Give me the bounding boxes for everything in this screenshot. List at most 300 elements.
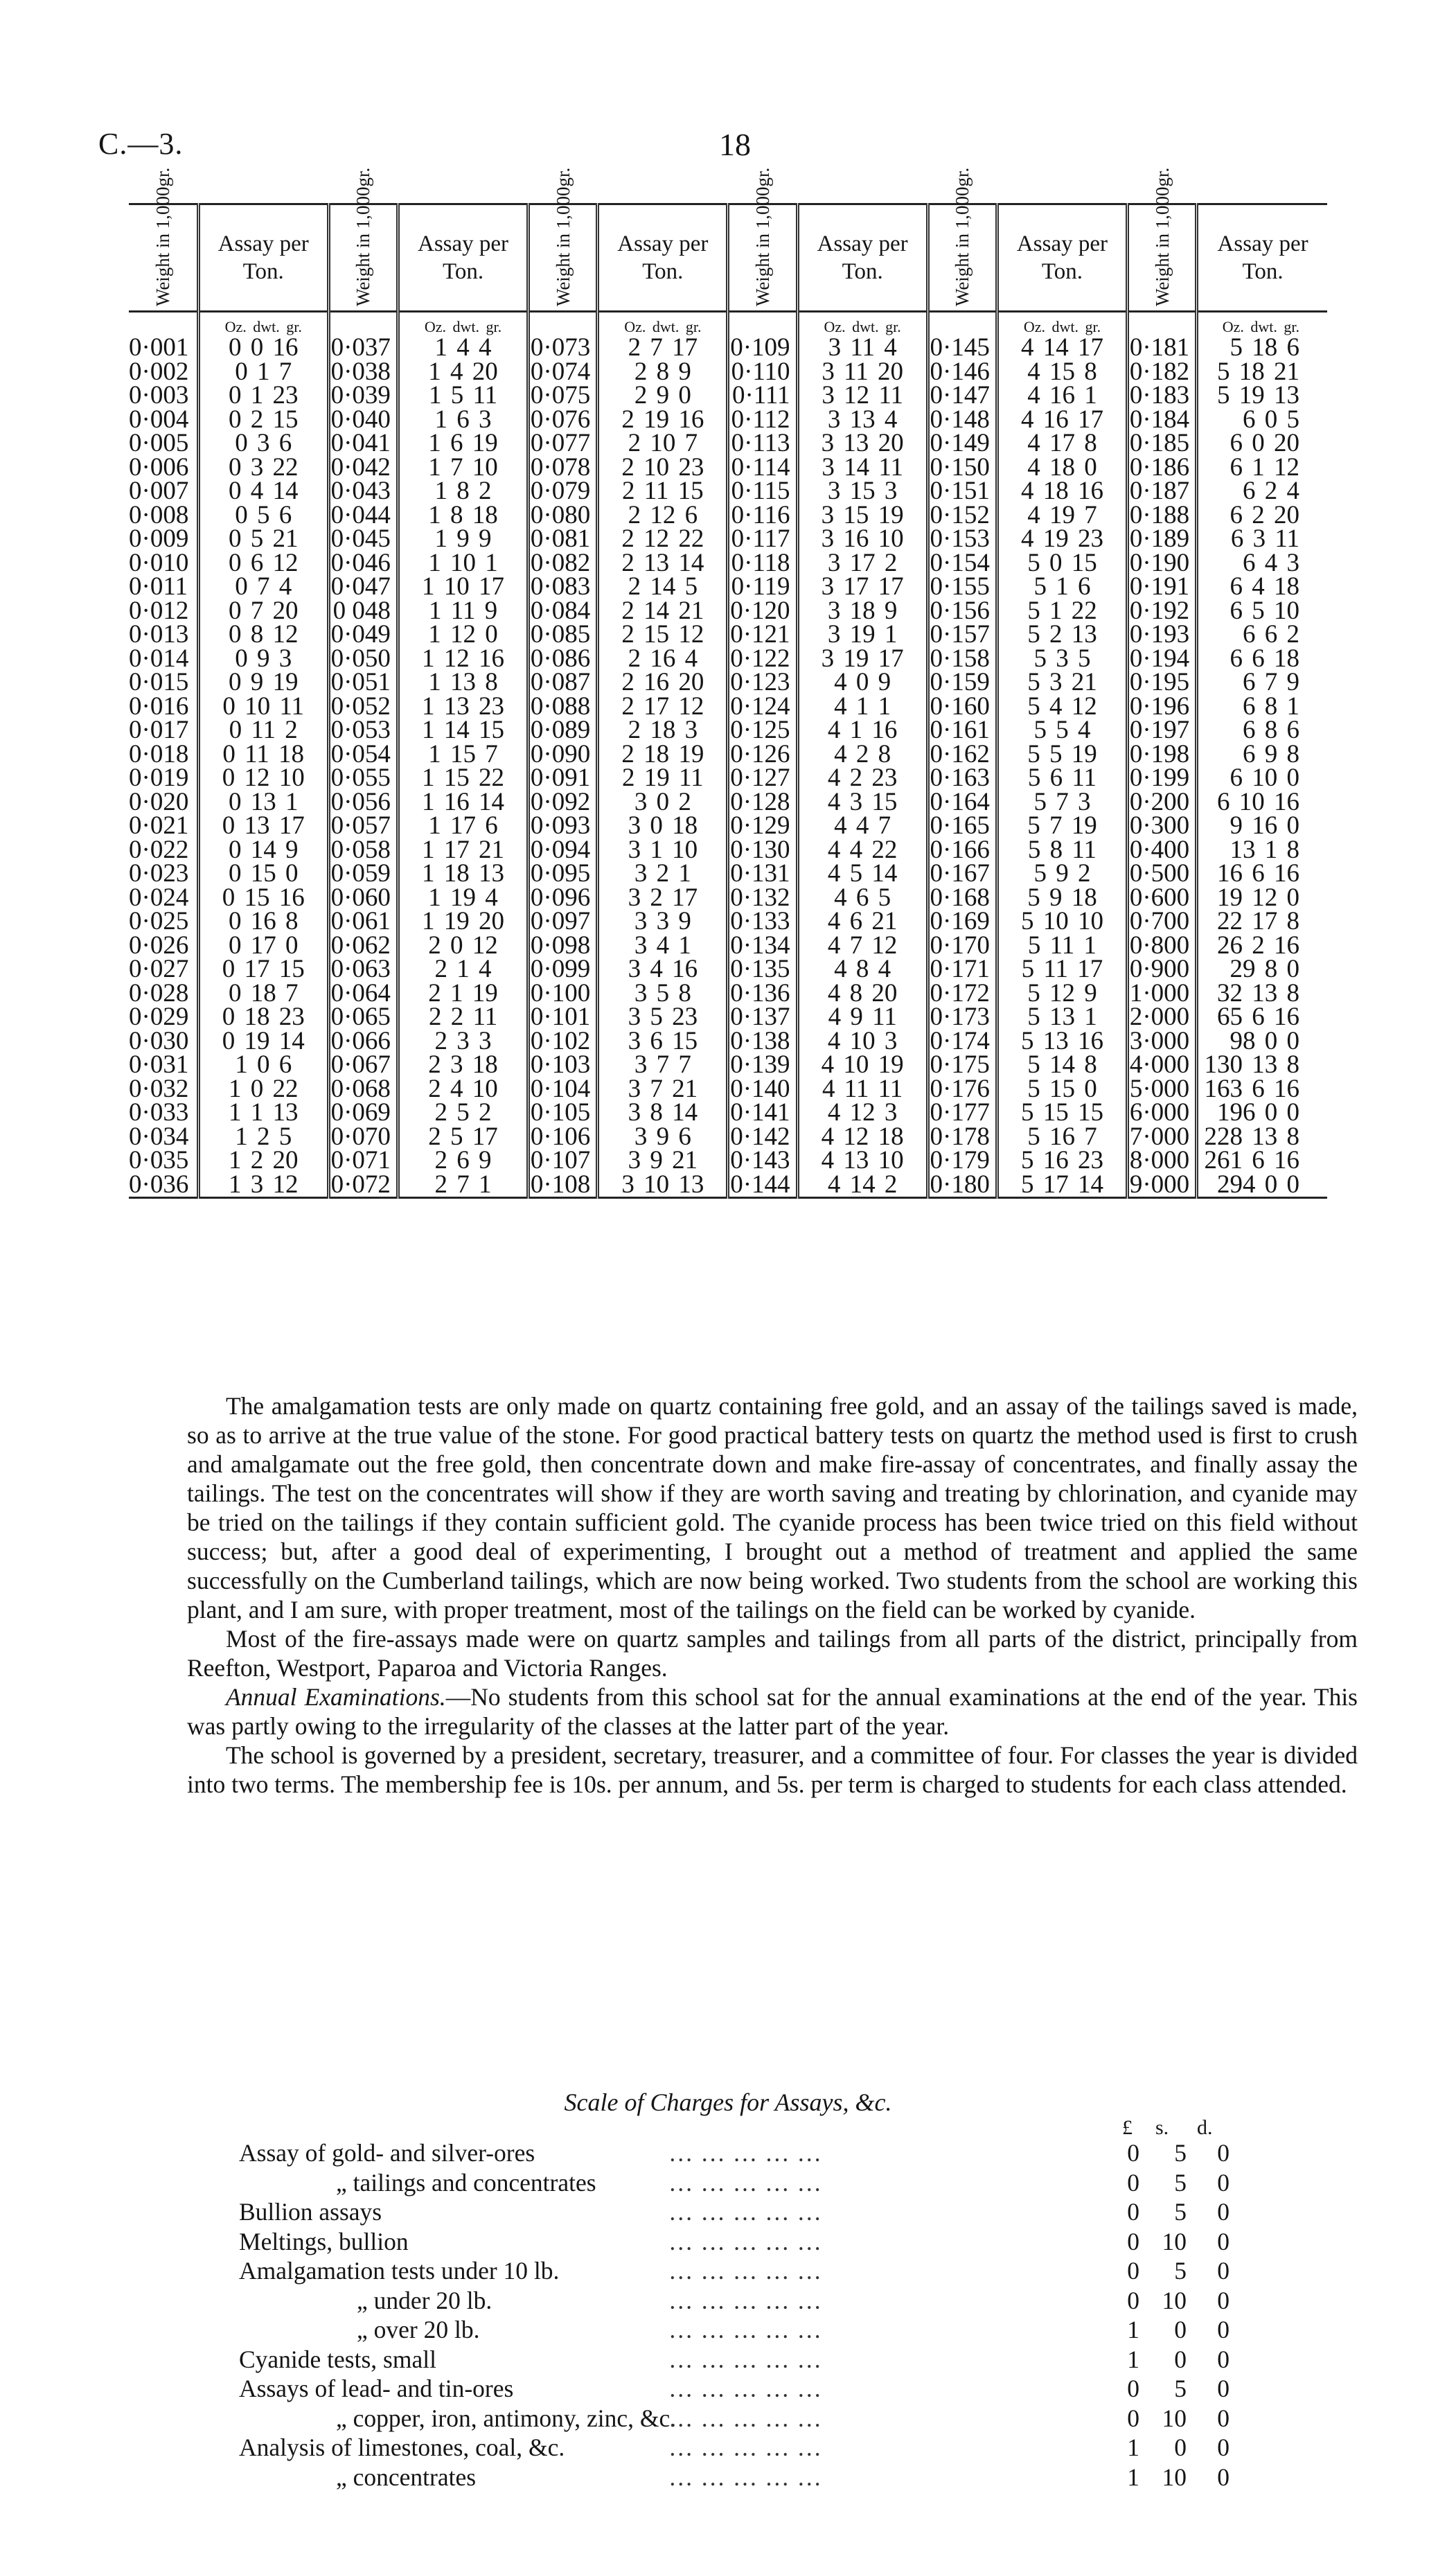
weight-cell: 0·175: [927, 1053, 997, 1077]
assay-cell: 5 3 5: [997, 647, 1127, 671]
assay-cell: 4 11 11: [797, 1077, 927, 1102]
table-row: [129, 527, 1327, 552]
assay-cell: 4 10 3: [797, 1030, 927, 1054]
assay-cell: 1 15 22: [398, 766, 528, 791]
assay-cell: 22 17 8: [1217, 907, 1299, 936]
assay-cell: 4 12 18: [797, 1125, 927, 1150]
weight-cell: 0·119: [728, 575, 797, 599]
shillings-value: 10: [1162, 2404, 1187, 2432]
weight-cell: 0·101: [529, 1005, 598, 1030]
leader-dots: … … … … …: [668, 2375, 822, 2402]
assay-cell: 2 7 17: [598, 336, 728, 360]
assay-cell: 6 9 8: [1243, 739, 1299, 768]
weight-cell: 0·135: [728, 958, 797, 982]
assay-cell: 3 10 13: [598, 1173, 728, 1198]
assay-cell: 6 2 20: [1229, 500, 1299, 529]
weight-cell: 0·013: [129, 623, 198, 647]
weight-cell: 0·020: [129, 791, 198, 815]
weight-cell: 0·138: [728, 1030, 797, 1054]
assay-cell: 2 12 6: [598, 504, 728, 528]
assay-cell: 2 13 14: [598, 552, 728, 576]
weight-cell: 0·096: [529, 886, 598, 910]
weight-cell: 0·154: [927, 552, 997, 576]
charge-label: „ over 20 lb.: [357, 2316, 480, 2343]
assay-cell: 5 7 19: [997, 814, 1127, 838]
assay-cell: 1 7 10: [398, 456, 528, 480]
assay-cell: 3 7 21: [598, 1077, 728, 1102]
assay-cell: 4 6 5: [797, 886, 927, 910]
weight-cell: 0·131: [728, 862, 797, 886]
weight-cell: 4·000: [1128, 1053, 1197, 1077]
weight-cell: 0·163: [927, 766, 997, 791]
weight-cell: 0·189: [1128, 527, 1197, 552]
weight-cell: 0·070: [328, 1125, 398, 1150]
assay-cell: 1 11 9: [398, 599, 528, 624]
assay-cell: 4 14 2: [797, 1173, 927, 1198]
pounds-value: 1: [1127, 2316, 1139, 2343]
weight-cell: 0·103: [529, 1053, 598, 1077]
assay-cell: 2 14 5: [598, 575, 728, 599]
table-row: [129, 791, 1327, 815]
table-row: [129, 1149, 1327, 1173]
weight-cell: 0·146: [927, 360, 997, 385]
pence-value: 0: [1217, 2316, 1229, 2343]
weight-cell: 0·061: [328, 910, 398, 934]
weight-cell: 0·090: [529, 743, 598, 767]
weight-cell: 0·132: [728, 886, 797, 910]
weight-cell: 0·065: [328, 1005, 398, 1030]
pounds-value: 0: [1127, 2257, 1139, 2285]
assay-cell: 0 3 6: [198, 432, 328, 456]
weight-cell: 0·192: [1128, 599, 1197, 624]
assay-cell: 5 5 4: [997, 719, 1127, 743]
assay-cell: 3 9 21: [598, 1149, 728, 1173]
weight-cell: 0·035: [129, 1149, 198, 1173]
assay-cell: 2 19 11: [598, 766, 728, 791]
weight-cell: 0·015: [129, 671, 198, 695]
weight-cell: 0·116: [728, 504, 797, 528]
weight-cell: 0·147: [927, 384, 997, 408]
assay-cell: 1 8 2: [398, 479, 528, 504]
weight-cell: 0·136: [728, 982, 797, 1006]
weight-cell: 0·193: [1128, 623, 1197, 647]
charge-row: [239, 2227, 1257, 2257]
assay-cell: 5 16 7: [997, 1125, 1127, 1150]
assay-cell: 4 1 1: [797, 695, 927, 719]
weight-cell: 0·060: [328, 886, 398, 910]
pounds-value: 1: [1127, 2433, 1139, 2461]
weight-cell: 0·157: [927, 623, 997, 647]
charge-label: „ tailings and concentrates: [336, 2168, 596, 2197]
table-row: [129, 958, 1327, 982]
shillings-value: 10: [1162, 2227, 1187, 2255]
assay-cell: 6 6 2: [1243, 620, 1299, 649]
weight-cell: 0 048: [328, 599, 398, 624]
weight-cell: 0·197: [1128, 719, 1197, 743]
assay-cell: 1 2 20: [198, 1149, 328, 1173]
assay-cell: 5 14 8: [997, 1053, 1127, 1077]
weight-cell: 0·006: [129, 456, 198, 480]
assay-cell: 5 15 0: [997, 1077, 1127, 1102]
weight-cell: 0·182: [1128, 360, 1197, 385]
assay-cell: 0 9 3: [198, 647, 328, 671]
assay-cell: 1 3 12: [198, 1173, 328, 1198]
weight-cell: 0·062: [328, 934, 398, 958]
document-reference: C.—3.: [98, 127, 184, 161]
assay-cell: 4 8 20: [797, 982, 927, 1006]
assay-cell: 5 8 11: [997, 838, 1127, 863]
assay-header: Assay per Ton.: [997, 204, 1127, 312]
assay-cell: 0 7 20: [198, 599, 328, 624]
weight-cell: 0·058: [328, 838, 398, 863]
paragraph-amalgamation: The amalgamation tests are only made on quartz containing free gold, and an assay of the tailings saved is made, so as to arrive at the true value of the stone. For good practical battery tests on quartz the method used is first to crush and amalgamate out the free gold, then concentrate down and make fire-assay of concentrates, and finally assay the tailings. The test on the concentrates will show if they are worth saving and treating by chlorination, and cyanide may be tried on the tailings if they contain sufficient gold. The cyanide process has been twice tried on this field without success; but, after a good deal of experimenting, I brought out a method of treatment and applied the same successfully on the Cumberland tailings, which are now being worked. Two students from the school are working this plant, and I am sure, with proper treatment, most of the tailings on the field can be worked by cyanide.: [187, 1392, 1358, 1623]
weight-cell: 0·600: [1128, 886, 1197, 910]
pounds-value: 0: [1127, 2198, 1139, 2226]
pence-value: 0: [1217, 2139, 1229, 2167]
weight-cell: 0·022: [129, 838, 198, 863]
weight-cell: 3·000: [1128, 1030, 1197, 1054]
weight-cell: 0·063: [328, 958, 398, 982]
weight-cell: 9·000: [1128, 1173, 1197, 1198]
charge-row: [239, 2286, 1257, 2316]
weight-cell: 0·122: [728, 647, 797, 671]
weight-cell: 0·117: [728, 527, 797, 552]
assay-cell: 2 16 4: [598, 647, 728, 671]
assay-cell: 1 2 5: [198, 1125, 328, 1150]
assay-cell: 5 6 11: [997, 766, 1127, 791]
weight-cell: 0·036: [129, 1173, 198, 1198]
weight-cell: 0·150: [927, 456, 997, 480]
assay-cell: 5 13 16: [997, 1030, 1127, 1054]
weight-cell: 0·078: [529, 456, 598, 480]
assay-cell: 3 3 9: [598, 910, 728, 934]
assay-cell: 6 5 10: [1229, 596, 1299, 625]
weight-cell: 0·105: [529, 1101, 598, 1125]
weight-cell: 0·093: [529, 814, 598, 838]
table-row: [129, 552, 1327, 576]
pence-value: 0: [1217, 2286, 1229, 2314]
assay-cell: 3 2 17: [598, 886, 728, 910]
body-text: [187, 1391, 1358, 1799]
assay-cell: 2 6 9: [398, 1149, 528, 1173]
assay-cell: 19 12 0: [1217, 883, 1299, 912]
assay-cell: 3 13 20: [797, 432, 927, 456]
charge-row: [239, 2138, 1257, 2168]
pounds-value: 0: [1127, 2286, 1139, 2314]
table-row: [129, 1125, 1327, 1150]
assay-cell: 3 16 10: [797, 527, 927, 552]
weight-cell: 0·300: [1128, 814, 1197, 838]
weight-cell: 0·055: [328, 766, 398, 791]
weight-cell: 0·126: [728, 743, 797, 767]
table-row: [129, 934, 1327, 958]
charges-title: Scale of Charges for Assays, &c.: [564, 2088, 892, 2116]
weight-cell: 0·900: [1128, 958, 1197, 982]
table-row: [129, 982, 1327, 1006]
weight-cell: 0·086: [529, 647, 598, 671]
assay-cell: 4 14 17: [997, 336, 1127, 360]
assay-cell: 0 5 6: [198, 504, 328, 528]
weight-cell: 0·168: [927, 886, 997, 910]
assay-cell: 0 7 4: [198, 575, 328, 599]
assay-cell: 0 1 23: [198, 384, 328, 408]
assay-cell: 5 13 1: [997, 1005, 1127, 1030]
assay-cell: 5 1 22: [997, 599, 1127, 624]
assay-cell: 3 15 3: [797, 479, 927, 504]
assay-cell: 5 12 9: [997, 982, 1127, 1006]
assay-cell: 4 19 23: [997, 527, 1127, 552]
assay-cell: 2 7 1: [398, 1173, 528, 1198]
table-row: [129, 1030, 1327, 1054]
assay-cell: 0 18 23: [198, 1005, 328, 1030]
weight-cell: 0·155: [927, 575, 997, 599]
weight-cell: 0·080: [529, 504, 598, 528]
weight-cell: 7·000: [1128, 1125, 1197, 1150]
assay-cell: 3 14 11: [797, 456, 927, 480]
shillings-value: 5: [1174, 2198, 1187, 2226]
weight-cell: 0·021: [129, 814, 198, 838]
assay-cell: 1 12 16: [398, 647, 528, 671]
assay-cell: 4 6 21: [797, 910, 927, 934]
weight-cell: 0·158: [927, 647, 997, 671]
assay-cell: 1 6 3: [398, 408, 528, 432]
weight-cell: 0·014: [129, 647, 198, 671]
assay-table-body: [129, 333, 1327, 1199]
weight-cell: 0·094: [529, 838, 598, 863]
assay-cell: 4 3 15: [797, 791, 927, 815]
assay-cell: 3 11 20: [797, 360, 927, 385]
assay-cell: 1 10 17: [398, 575, 528, 599]
table-row: [129, 647, 1327, 671]
weight-header: Weight in 1,000gr.: [728, 204, 797, 312]
weight-cell: 0·800: [1128, 934, 1197, 958]
assay-cell: 2 9 0: [598, 384, 728, 408]
weight-cell: 0·151: [927, 479, 997, 504]
weight-cell: 0·050: [328, 647, 398, 671]
weight-cell: 0·124: [728, 695, 797, 719]
leader-dots: … … … … …: [668, 2168, 822, 2197]
weight-cell: 0·134: [728, 934, 797, 958]
weight-header: Weight in 1,000gr.: [328, 204, 398, 312]
shillings-value: 0: [1174, 2433, 1187, 2461]
weight-cell: 0·187: [1128, 479, 1197, 504]
weight-cell: 0·047: [328, 575, 398, 599]
weight-cell: 0·076: [529, 408, 598, 432]
table-row: [129, 910, 1327, 934]
weight-cell: 0·079: [529, 479, 598, 504]
assay-cell: 4 7 12: [797, 934, 927, 958]
charge-row: [239, 2463, 1257, 2492]
weight-cell: 0·191: [1128, 575, 1197, 599]
weight-cell: 0·179: [927, 1149, 997, 1173]
assay-cell: 2 4 10: [398, 1077, 528, 1102]
assay-cell: 3 5 23: [598, 1005, 728, 1030]
assay-cell: 2 10 23: [598, 456, 728, 480]
assay-cell: 4 10 19: [797, 1053, 927, 1077]
weight-cell: 0·025: [129, 910, 198, 934]
weight-cell: 0·031: [129, 1053, 198, 1077]
weight-cell: 0·190: [1128, 552, 1197, 576]
table-row: [129, 504, 1327, 528]
weight-cell: 0·068: [328, 1077, 398, 1102]
pounds-value: 0: [1127, 2404, 1139, 2432]
weight-cell: 0·074: [529, 360, 598, 385]
weight-cell: 0·137: [728, 1005, 797, 1030]
assay-header: Assay per Ton.: [1197, 204, 1327, 312]
assay-cell: 5 4 12: [997, 695, 1127, 719]
assay-cell: 2 2 11: [398, 1005, 528, 1030]
assay-cell: 2 3 3: [398, 1030, 528, 1054]
table-row: [129, 695, 1327, 719]
assay-cell: 0 14 9: [198, 838, 328, 863]
weight-cell: 0·034: [129, 1125, 198, 1150]
assay-header: Assay per Ton.: [198, 204, 328, 312]
table-row: [129, 886, 1327, 910]
weight-cell: 0·161: [927, 719, 997, 743]
assay-cell: 0 17 0: [198, 934, 328, 958]
assay-cell: 1 10 1: [398, 552, 528, 576]
assay-cell: 3 17 2: [797, 552, 927, 576]
weight-cell: 0·052: [328, 695, 398, 719]
table-row: [129, 479, 1327, 504]
assay-cell: 4 15 8: [997, 360, 1127, 385]
charge-label: Bullion assays: [239, 2198, 382, 2226]
shillings-value: 10: [1162, 2463, 1187, 2491]
assay-cell: 0 16 8: [198, 910, 328, 934]
weight-cell: 0·099: [529, 958, 598, 982]
shillings-header: s.: [1155, 2116, 1169, 2139]
assay-cell: 0 10 11: [198, 695, 328, 719]
pounds-value: 0: [1127, 2139, 1139, 2167]
weight-cell: 0·049: [328, 623, 398, 647]
assay-cell: 2 1 19: [398, 982, 528, 1006]
assay-cell: 3 19 1: [797, 623, 927, 647]
assay-cell: 261 6 16: [1204, 1146, 1299, 1175]
table-row: [129, 456, 1327, 480]
weight-cell: 0·019: [129, 766, 198, 791]
charge-row: [239, 2256, 1257, 2286]
pence-header: d.: [1197, 2116, 1213, 2139]
weight-cell: 0·084: [529, 599, 598, 624]
weight-cell: 0·069: [328, 1101, 398, 1125]
weight-cell: 0·087: [529, 671, 598, 695]
assay-cell: 1 19 20: [398, 910, 528, 934]
assay-header: Assay per Ton.: [398, 204, 528, 312]
weight-cell: 2·000: [1128, 1005, 1197, 1030]
weight-cell: 0·037: [328, 336, 398, 360]
assay-cell: 2 0 12: [398, 934, 528, 958]
assay-cell: 4 4 7: [797, 814, 927, 838]
weight-cell: 0·007: [129, 479, 198, 504]
weight-cell: 0·160: [927, 695, 997, 719]
weight-cell: 0·112: [728, 408, 797, 432]
weight-cell: 0·111: [728, 384, 797, 408]
assay-cell: 4 8 4: [797, 958, 927, 982]
assay-cell: 5 2 13: [997, 623, 1127, 647]
charge-label: Analysis of limestones, coal, &c.: [239, 2433, 565, 2461]
weight-cell: 0·500: [1128, 862, 1197, 886]
shillings-value: 0: [1174, 2345, 1187, 2373]
assay-cell: 4 2 23: [797, 766, 927, 791]
assay-cell: 5 11 1: [997, 934, 1127, 958]
charge-row: [239, 2433, 1257, 2463]
weight-cell: 0·095: [529, 862, 598, 886]
weight-header: Weight in 1,000gr.: [129, 204, 198, 312]
assay-cell: 6 3 11: [1230, 525, 1299, 554]
weight-cell: 0·156: [927, 599, 997, 624]
assay-cell: 5 19 13: [1217, 381, 1299, 410]
weight-cell: 0·088: [529, 695, 598, 719]
shillings-value: 10: [1162, 2286, 1187, 2314]
weight-cell: 0·071: [328, 1149, 398, 1173]
assay-cell: 0 13 1: [198, 791, 328, 815]
assay-cell: 4 17 8: [997, 432, 1127, 456]
pounds-header: £: [1122, 2116, 1133, 2139]
pence-value: 0: [1217, 2227, 1229, 2255]
weight-cell: 0·100: [529, 982, 598, 1006]
table-row: [129, 1005, 1327, 1030]
pence-value: 0: [1217, 2168, 1229, 2197]
table-row: [129, 599, 1327, 624]
assay-cell: 2 12 22: [598, 527, 728, 552]
weight-cell: 0·046: [328, 552, 398, 576]
assay-cell: 6 1 12: [1229, 452, 1299, 482]
weight-cell: 0·064: [328, 982, 398, 1006]
assay-cell: 5 9 2: [997, 862, 1127, 886]
annual-examinations-heading: Annual Examinations.: [226, 1683, 446, 1711]
weight-header: Weight in 1,000gr.: [1128, 204, 1197, 312]
table-row: [129, 862, 1327, 886]
assay-cell: 3 9 6: [598, 1125, 728, 1150]
weight-cell: 0·700: [1128, 910, 1197, 934]
assay-cell: 1 0 6: [198, 1053, 328, 1077]
leader-dots: … … … … …: [668, 2198, 822, 2226]
assay-cell: 6 7 9: [1243, 668, 1299, 697]
charge-label: „ copper, iron, antimony, zinc, &c.: [336, 2404, 677, 2432]
weight-cell: 0·072: [328, 1173, 398, 1198]
weight-cell: 0·045: [328, 527, 398, 552]
weight-cell: 0·120: [728, 599, 797, 624]
assay-cell: 6 2 4: [1243, 477, 1299, 506]
weight-cell: 0·129: [728, 814, 797, 838]
weight-cell: 0·082: [529, 552, 598, 576]
assay-cell: 228 13 8: [1204, 1122, 1299, 1151]
weight-cell: 0·011: [129, 575, 198, 599]
pounds-value: 1: [1127, 2463, 1139, 2491]
assay-cell: 4 2 8: [797, 743, 927, 767]
weight-cell: 0·121: [728, 623, 797, 647]
charge-row: [239, 2404, 1257, 2433]
weight-cell: 0·027: [129, 958, 198, 982]
assay-cell: 1 17 6: [398, 814, 528, 838]
paragraph-annual-examinations: [187, 1682, 1358, 1741]
assay-header: Assay per Ton.: [797, 204, 927, 312]
assay-cell: 1 9 9: [398, 527, 528, 552]
table-row: [129, 384, 1327, 408]
assay-cell: 6 8 1: [1243, 692, 1299, 721]
assay-cell: 0 15 16: [198, 886, 328, 910]
assay-cell: 4 9 11: [797, 1005, 927, 1030]
table-header-row: [129, 204, 1327, 312]
assay-cell: 2 17 12: [598, 695, 728, 719]
assay-cell: 9 16 0: [1229, 811, 1299, 840]
weight-cell: 0·173: [927, 1005, 997, 1030]
weight-cell: 0·180: [927, 1173, 997, 1198]
charge-row: [239, 2197, 1257, 2227]
units-label: Oz. dwt. gr.: [398, 312, 528, 337]
leader-dots: … … … … …: [668, 2433, 822, 2461]
weight-cell: 0·051: [328, 671, 398, 695]
